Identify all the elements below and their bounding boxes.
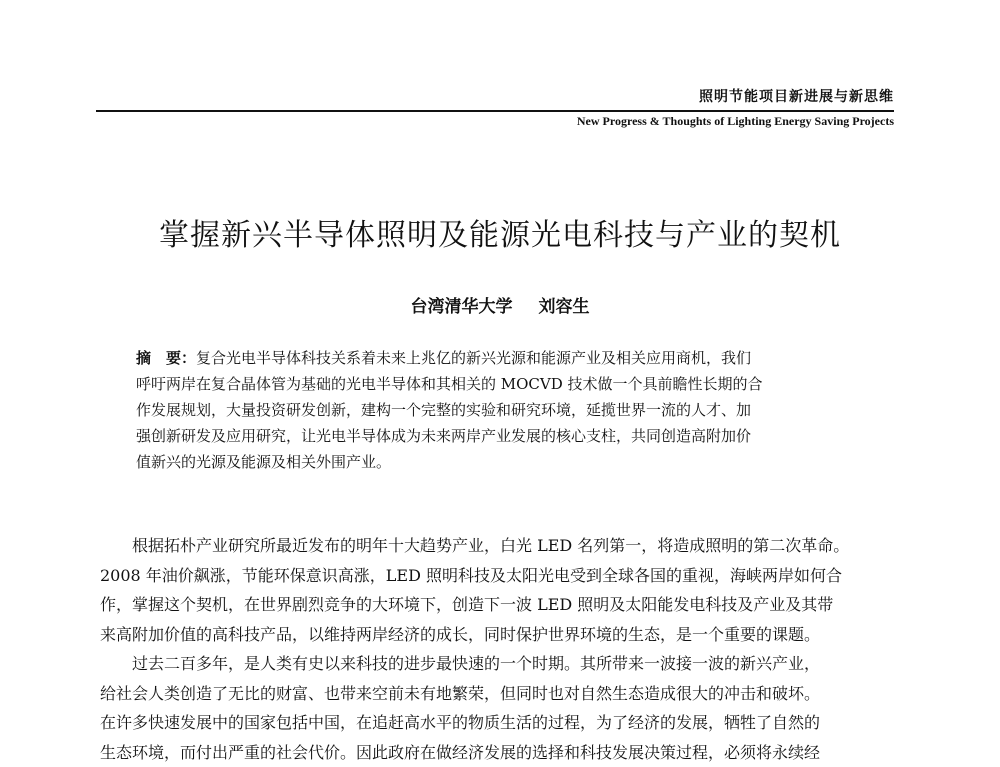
author-line xyxy=(0,292,1000,317)
article-title: 掌握新兴半导体照明及能源光电科技与产业的契机 xyxy=(0,210,1000,254)
paragraph-line: 在许多快速发展中的国家包括中国，在追赶高水平的物质生活的过程，为了经济的发展，牺牲了自然的 xyxy=(100,708,900,738)
paragraph-line: 给社会人类创造了无比的财富、也带来空前未有地繁荣，但同时也对自然生态造成很大的冲击和破坏。 xyxy=(100,679,900,709)
abstract-line: 作发展规划，大量投资研发创新，建构一个完整的实验和研究环境，延揽世界一流的人才、加 xyxy=(136,397,870,423)
paragraph-line: 过去二百多年，是人类有史以来科技的进步最快速的一个时期。其所带来一波接一波的新兴产业， xyxy=(100,649,900,679)
paragraph-line: 来高附加价值的高科技产品，以维持两岸经济的成长，同时保护世界环境的生态，是一个重要的课题。 xyxy=(100,620,900,650)
body-text xyxy=(100,531,900,767)
abstract-label: 摘 要： xyxy=(136,349,196,367)
paragraph-line: 根据拓朴产业研究所最近发布的明年十大趋势产业，白光 LED 名列第一，将造成照明的第二次革命。 xyxy=(100,531,900,561)
paragraph-line: 作，掌握这个契机，在世界剧烈竞争的大环境下，创造下一波 LED 照明及太阳能发电科技及产业及其带 xyxy=(100,590,900,620)
affiliation: 台湾清华大学 xyxy=(411,297,513,317)
running-header-chinese: 照明节能项目新进展与新思维 xyxy=(699,86,894,106)
paragraph-line: 2008 年油价飙涨，节能环保意识高涨，LED 照明科技及太阳光电受到全球各国的重视，海峡两岸如何合 xyxy=(100,561,900,591)
abstract-text: 复合光电半导体科技关系着未来上兆亿的新兴光源和能源产业及相关应用商机，我们 xyxy=(196,349,751,367)
paragraph-line: 生态环境，而付出严重的社会代价。因此政府在做经济发展的选择和科技发展决策过程，必须将永续经 xyxy=(100,738,900,767)
abstract xyxy=(136,345,870,475)
abstract-line: 值新兴的光源及能源及相关外围产业。 xyxy=(136,449,870,475)
abstract-line xyxy=(136,345,870,371)
running-header-english: New Progress & Thoughts of Lighting Energy Saving Projects xyxy=(577,114,894,129)
header-divider xyxy=(96,110,894,112)
abstract-line: 呼吁两岸在复合晶体管为基础的光电半导体和其相关的 MOCVD 技术做一个具前瞻性长期的合 xyxy=(136,371,870,397)
abstract-line: 强创新研发及应用研究，让光电半导体成为未来两岸产业发展的核心支柱，共同创造高附加价 xyxy=(136,423,870,449)
author-name: 刘容生 xyxy=(539,297,590,317)
